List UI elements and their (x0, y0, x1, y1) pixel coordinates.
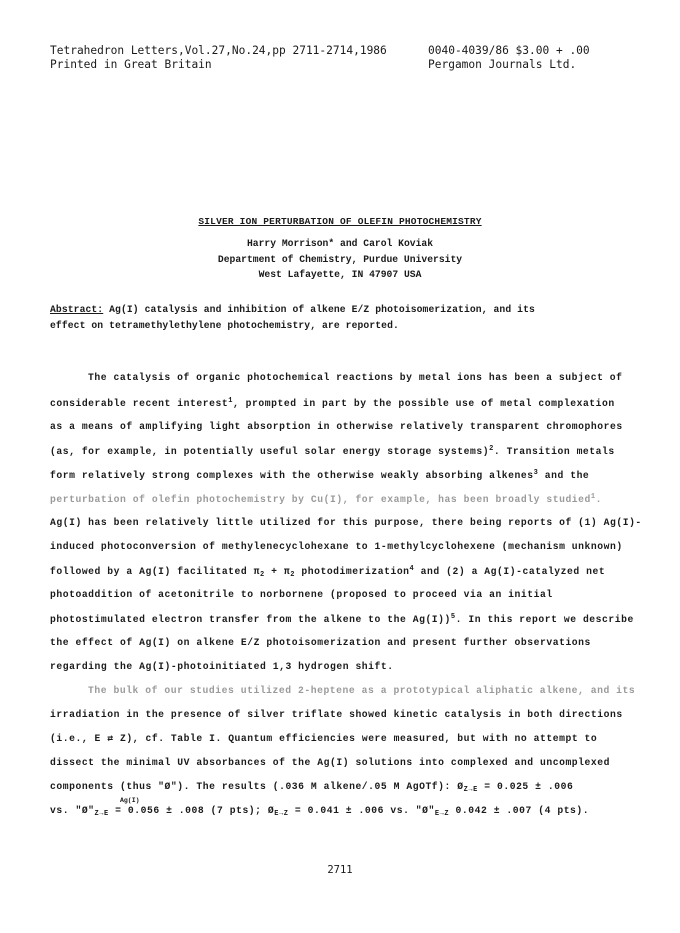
body-line: photoaddition of acetonitrile to norbornene (proposed to proceed via an initial (50, 589, 553, 600)
abstract-line-2: effect on tetramethylethylene photochemistry, are reported. (50, 320, 399, 331)
department: Department of Chemistry, Purdue University (217, 254, 463, 265)
page-number: 2711 (327, 864, 353, 876)
abstract-line-1: Abstract: Ag(I) catalysis and inhibition of alkene E/Z photoisomerization, and its (50, 304, 535, 315)
article-title: SILVER ION PERTURBATION OF OLEFIN PHOTOCHEMISTRY (198, 216, 482, 227)
abstract-label: Abstract: (50, 304, 104, 315)
body-line: dissect the minimal UV absorbances of the Ag(I) solutions into complexed and uncomplexed (50, 757, 610, 768)
body-line: Ag(I) has been relatively little utilized for this purpose, there being reports of (1) Ag(I)- (50, 517, 642, 528)
body-line: (as, for example, in potentially useful solar energy storage systems)$^2$. Transition metals (50, 445, 615, 457)
body-line: the effect of Ag(I) on alkene E/Z photoisomerization and present further observations (50, 637, 591, 648)
body-line: components (thus "Ø"). The results (.036 M alkene/.05 M AgOTf): $Ø_{Z\to E} = 0.025 \pm .006$ (50, 781, 574, 794)
body-line: irradiation in the presence of silver triflate showed kinetic catalysis in both directions (50, 709, 623, 720)
body-line: regarding the Ag(I)-photoinitiated 1,3 hydrogen shift. (50, 661, 394, 672)
body-line-smudged: perturbation of olefin photochemistry by Cu(I), for example, has been broadly studied$^1$. (50, 493, 603, 505)
address: West Lafayette, IN 47907 USA (258, 269, 422, 280)
body-line: as a means of amplifying light absorption in otherwise relatively transparent chromophores (50, 421, 623, 432)
body-line: (i.e., E ⇄ Z), cf. Table I. Quantum efficiencies were measured, but with no attempt to (50, 733, 598, 744)
body-line: induced photoconversion of methylenecyclohexane to 1-methylcyclohexene (mechanism unknown) (50, 541, 623, 552)
publisher: Pergamon Journals Ltd. (428, 58, 577, 71)
superscript-agi: Ag(I) (120, 797, 140, 804)
body-line: form relatively strong complexes with the otherwise weakly absorbing alkenes$^3$ and the (50, 469, 590, 481)
body-line: vs. "$Ø"_{Z\to E} = 0.056 \pm .008$ (7 pts); $Ø_{E\to Z} = 0.041 \pm .006$ vs. "$Ø"_{E\to Z}$ 0.042 ± .007 (4 pts). (50, 805, 590, 818)
journal-citation (50, 44, 387, 72)
journal-line: Tetrahedron Letters,Vol.27,No.24,pp 2711-2714,1986 (50, 44, 387, 57)
body-line: photostimulated electron transfer from the alkene to the Ag(I))$^5$. In this report we describe (50, 613, 634, 625)
printed-line: Printed in Great Britain (50, 58, 212, 71)
body-line: followed by a Ag(I) facilitated $\pi_2 + \pi_2$ photodimerization$^4$ and (2) a Ag(I)-catalyzed net (50, 565, 606, 579)
issn-block (428, 44, 590, 72)
body-line-smudged: The bulk of our studies utilized 2-heptene as a prototypical aliphatic alkene, and its (88, 685, 636, 696)
authors: Harry Morrison* and Carol Koviak (246, 238, 434, 249)
issn-price: 0040-4039/86 $3.00 + .00 (428, 44, 590, 57)
body-line: considerable recent interest$^1$, prompted in part by the possible use of metal complexation (50, 397, 615, 409)
body-line: The catalysis of organic photochemical reactions by metal ions has been a subject of (88, 372, 623, 383)
